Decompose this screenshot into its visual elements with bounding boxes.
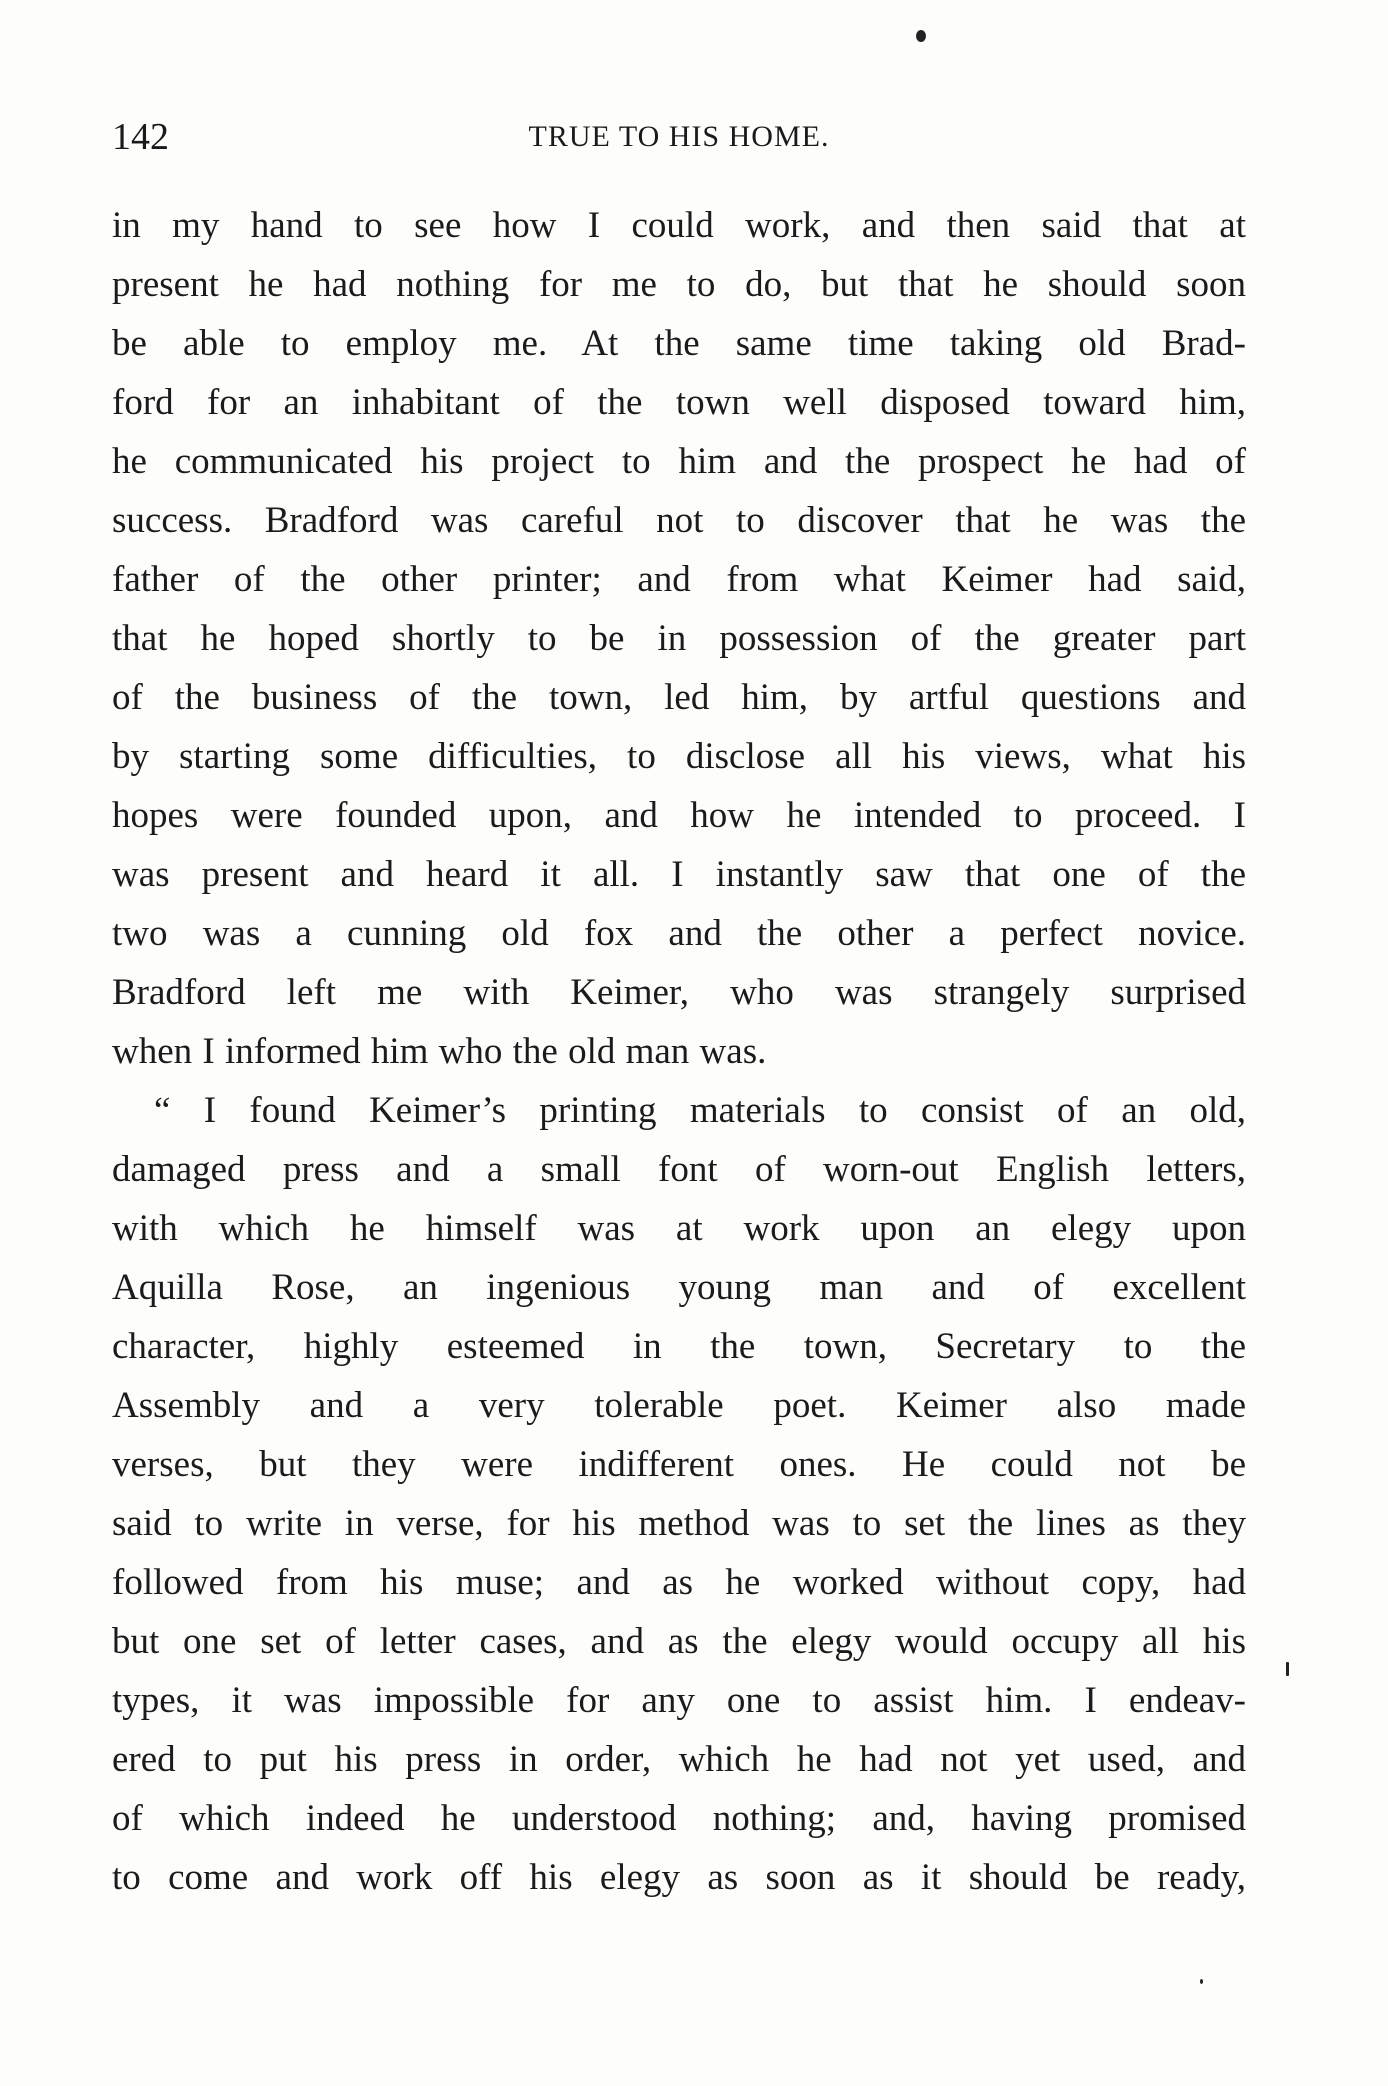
text-line: verses, but they were indifferent ones. He could not be	[112, 1444, 1246, 1485]
text-line: was present and heard it all. I instantly saw that one of the	[112, 854, 1246, 895]
text-line: but one set of letter cases, and as the elegy would occupy all his	[112, 1621, 1246, 1662]
page-header	[112, 112, 1246, 162]
paragraph	[112, 196, 1246, 1081]
text-line: when I informed him who the old man was.	[112, 1031, 767, 1072]
paragraph	[112, 1081, 1246, 1907]
ink-speck	[1200, 1979, 1203, 1984]
text-line: types, it was impossible for any one to assist him. I endeav-	[112, 1680, 1246, 1721]
text-line: in my hand to see how I could work, and then said that at	[112, 205, 1246, 246]
text-line: character, highly esteemed in the town, Secretary to the	[112, 1326, 1246, 1367]
page-number: 142	[112, 116, 169, 158]
text-line: hopes were founded upon, and how he intended to proceed. I	[112, 795, 1246, 836]
running-title: TRUE TO HIS HOME.	[528, 120, 830, 153]
text-line: of which indeed he understood nothing; and, having promised	[112, 1798, 1246, 1839]
text-line: two was a cunning old fox and the other a perfect novice.	[112, 913, 1246, 954]
text-line: father of the other printer; and from what Keimer had said,	[112, 559, 1246, 600]
text-line: of the business of the town, led him, by artful questions and	[112, 677, 1246, 718]
text-line: “ I found Keimer’s printing materials to consist of an old,	[154, 1090, 1246, 1131]
text-line: to come and work off his elegy as soon as it should be ready,	[112, 1857, 1246, 1898]
text-line: be able to employ me. At the same time taking old Brad-	[112, 323, 1246, 364]
text-line: followed from his muse; and as he worked without copy, had	[112, 1562, 1246, 1603]
text-line: damaged press and a small font of worn-out English letters,	[112, 1149, 1246, 1190]
text-line: Aquilla Rose, an ingenious young man and of excellent	[112, 1267, 1246, 1308]
ink-speck	[1286, 1662, 1289, 1676]
ink-speck	[916, 30, 926, 42]
text-line: said to write in verse, for his method was to set the lines as they	[112, 1503, 1246, 1544]
text-line: present he had nothing for me to do, but that he should soon	[112, 264, 1246, 305]
body-text	[112, 196, 1246, 1907]
text-line: Assembly and a very tolerable poet. Keimer also made	[112, 1385, 1246, 1426]
text-line: ered to put his press in order, which he had not yet used, and	[112, 1739, 1246, 1780]
text-line: that he hoped shortly to be in possession of the greater part	[112, 618, 1246, 659]
text-line: with which he himself was at work upon an elegy upon	[112, 1208, 1246, 1249]
text-line: he communicated his project to him and the prospect he had of	[112, 441, 1246, 482]
text-line: Bradford left me with Keimer, who was strangely surprised	[112, 972, 1246, 1013]
text-line: by starting some difficulties, to disclose all his views, what his	[112, 736, 1246, 777]
text-line: ford for an inhabitant of the town well disposed toward him,	[112, 382, 1246, 423]
text-line: success. Bradford was careful not to discover that he was the	[112, 500, 1246, 541]
